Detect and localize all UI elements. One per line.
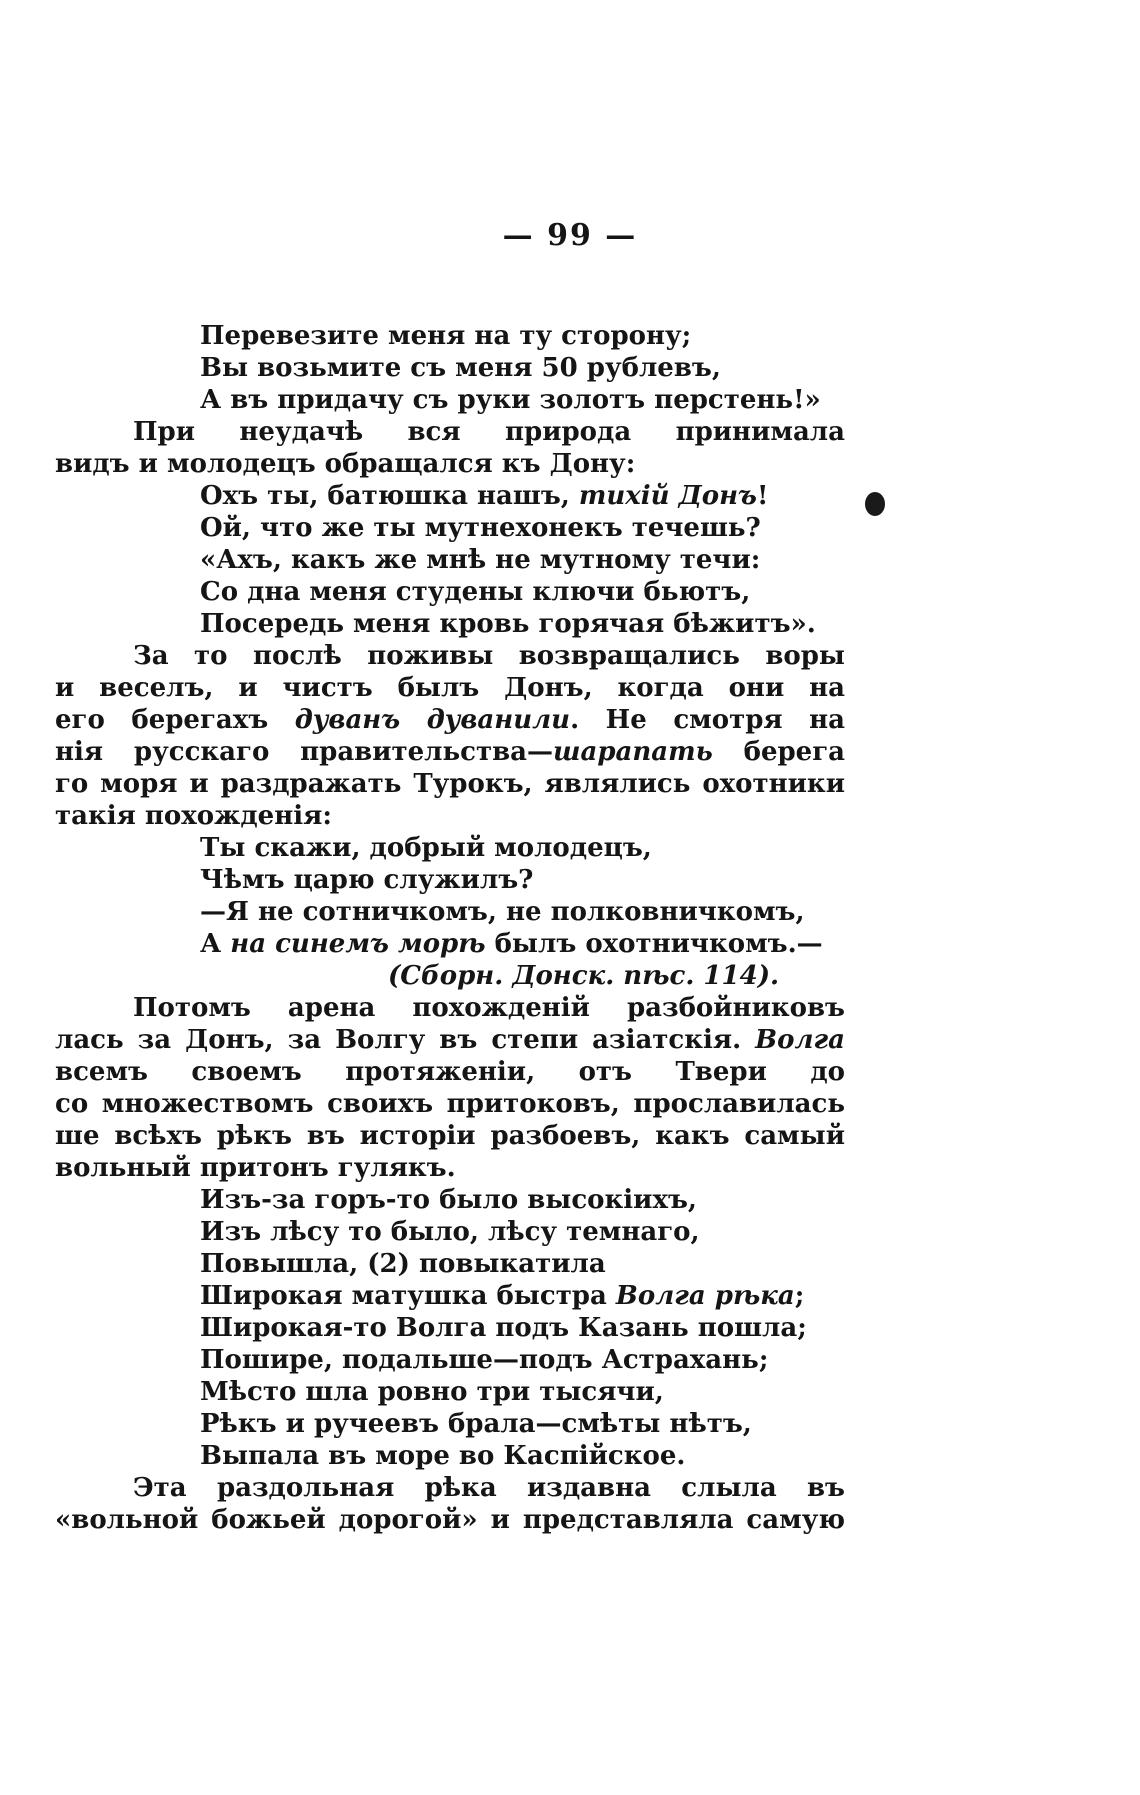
text-line (55, 1504, 845, 1536)
text-line (55, 1024, 845, 1056)
text-line (55, 992, 845, 1024)
text-line (55, 1056, 845, 1088)
verse-line (55, 608, 845, 640)
text-segment: Изъ-за горъ-то было высокіихъ, (200, 1185, 697, 1215)
italic-phrase: дуванъ дуванили (294, 705, 571, 735)
text-line (55, 800, 845, 832)
text-segment: Пошире, подальше—подъ Астрахань; (200, 1345, 769, 1375)
text-line (55, 736, 845, 768)
text-segment: . Не смотря на (570, 705, 845, 735)
text-segment: Потомъ арена похожденій разбойниковъ (133, 993, 845, 1023)
verse-line (55, 1280, 845, 1312)
text-line (55, 416, 845, 448)
text-segment: Изъ лѣсу то было, лѣсу темнаго, (200, 1217, 700, 1247)
text-segment: ! (756, 481, 769, 511)
italic-phrase: тихій Донъ (578, 481, 757, 511)
text-segment: такія похожденія: (55, 801, 332, 831)
text-line (55, 704, 845, 736)
text-segment: ; (794, 1281, 805, 1311)
text-segment: (Сборн. Донск. пѣс. 114). (388, 961, 780, 991)
verse-line (55, 928, 845, 960)
text-segment: со множествомъ своихъ притоковъ, прославилась (55, 1089, 845, 1119)
text-segment: ше всѣхъ рѣкъ въ исторіи разбоевъ, какъ самый (55, 1121, 845, 1151)
italic-phrase: Волга (755, 1025, 845, 1055)
text-segment: Вы возьмите съ меня 50 рублевъ, (200, 353, 721, 383)
text-segment: Рѣкъ и ручеевъ брала—смѣты нѣтъ, (200, 1409, 752, 1439)
verse-line (55, 1312, 845, 1344)
verse-line (55, 1248, 845, 1280)
text-segment: За то послѣ поживы возвращались воры (133, 641, 845, 671)
text-segment: го моря и раздражать Турокъ, являлись охотники (55, 769, 845, 799)
verse-line (55, 576, 845, 608)
verse-line (55, 864, 845, 896)
verse-line (55, 512, 845, 544)
text-segment: Ой, что же ты мутнехонекъ течешь? (200, 513, 761, 543)
verse-line (55, 544, 845, 576)
text-line (55, 1472, 845, 1504)
text-segment: «Ахъ, какъ же мнѣ не мутному течи: (200, 545, 761, 575)
text-segment: Повышла, (2) повыкатила (200, 1249, 606, 1279)
text-segment: Эта раздольная рѣка издавна слыла въ (133, 1473, 845, 1503)
verse-line (55, 480, 845, 512)
text-segment: вольный притонъ гулякъ. (55, 1153, 456, 1183)
text-line (55, 1120, 845, 1152)
ink-spot (865, 492, 885, 516)
text-segment: А въ придачу съ руки золотъ перстень!» (200, 385, 821, 415)
text-segment: —Я не сотничкомъ, не полковничкомъ, (200, 897, 805, 927)
italic-phrase: Волга рѣка (615, 1281, 795, 1311)
verse-line (55, 896, 845, 928)
text-segment: При неудачѣ вся природа принимала (133, 417, 845, 447)
text-segment: Широкая матушка быстра (200, 1281, 616, 1311)
text-line (55, 768, 845, 800)
verse-line (55, 1440, 845, 1472)
text-segment: Широкая-то Волга подъ Казань пошла; (200, 1313, 807, 1343)
text-segment: Перевезите меня на ту сторону; (200, 321, 692, 351)
text-segment: «вольной божьей дорогой» и представляла самую (55, 1505, 845, 1535)
text-line (55, 1088, 845, 1120)
verse-line (55, 1408, 845, 1440)
text-segment: Охъ ты, батюшка нашъ, (200, 481, 579, 511)
text-segment: Мѣсто шла ровно три тысячи, (200, 1377, 664, 1407)
verse-line (55, 384, 845, 416)
text-segment: лась за Донъ, за Волгу въ степи азіатскія. (55, 1025, 756, 1055)
text-segment: Выпала въ море во Каспійское. (200, 1441, 686, 1471)
text-line (55, 1152, 845, 1184)
italic-phrase: шарапать (553, 737, 713, 767)
text-segment: всемъ своемъ протяженіи, отъ Твери до (55, 1057, 845, 1087)
page-number: — 99 — (502, 218, 638, 253)
verse-line (55, 352, 845, 384)
verse-line (55, 320, 845, 352)
text-line (55, 672, 845, 704)
verse-line (55, 1216, 845, 1248)
text-segment: Чѣмъ царю служилъ? (200, 865, 534, 895)
verse-line (55, 1184, 845, 1216)
text-segment: Ты скажи, добрый молодецъ, (200, 833, 652, 863)
text-line (55, 640, 845, 672)
text-segment: Со дна меня студены ключи бьютъ, (200, 577, 751, 607)
text-body (55, 320, 845, 1536)
text-segment: берега (743, 737, 845, 767)
text-segment: былъ охотничкомъ.— (485, 929, 823, 959)
verse-line (55, 1376, 845, 1408)
text-segment: нія русскаго правительства— (55, 737, 554, 767)
source-citation (55, 960, 845, 992)
verse-line (55, 1344, 845, 1376)
text-segment: его берегахъ (55, 705, 295, 735)
text-segment: видъ и молодецъ обращался къ Дону: (55, 449, 636, 479)
text-segment: и веселъ, и чистъ былъ Донъ, когда они на (55, 673, 845, 703)
italic-phrase: на синемъ морѣ (230, 929, 486, 959)
verse-line (55, 832, 845, 864)
text-line (55, 448, 845, 480)
text-segment: Посередь меня кровь горячая бѣжитъ». (200, 609, 816, 639)
text-segment: А (200, 929, 231, 959)
